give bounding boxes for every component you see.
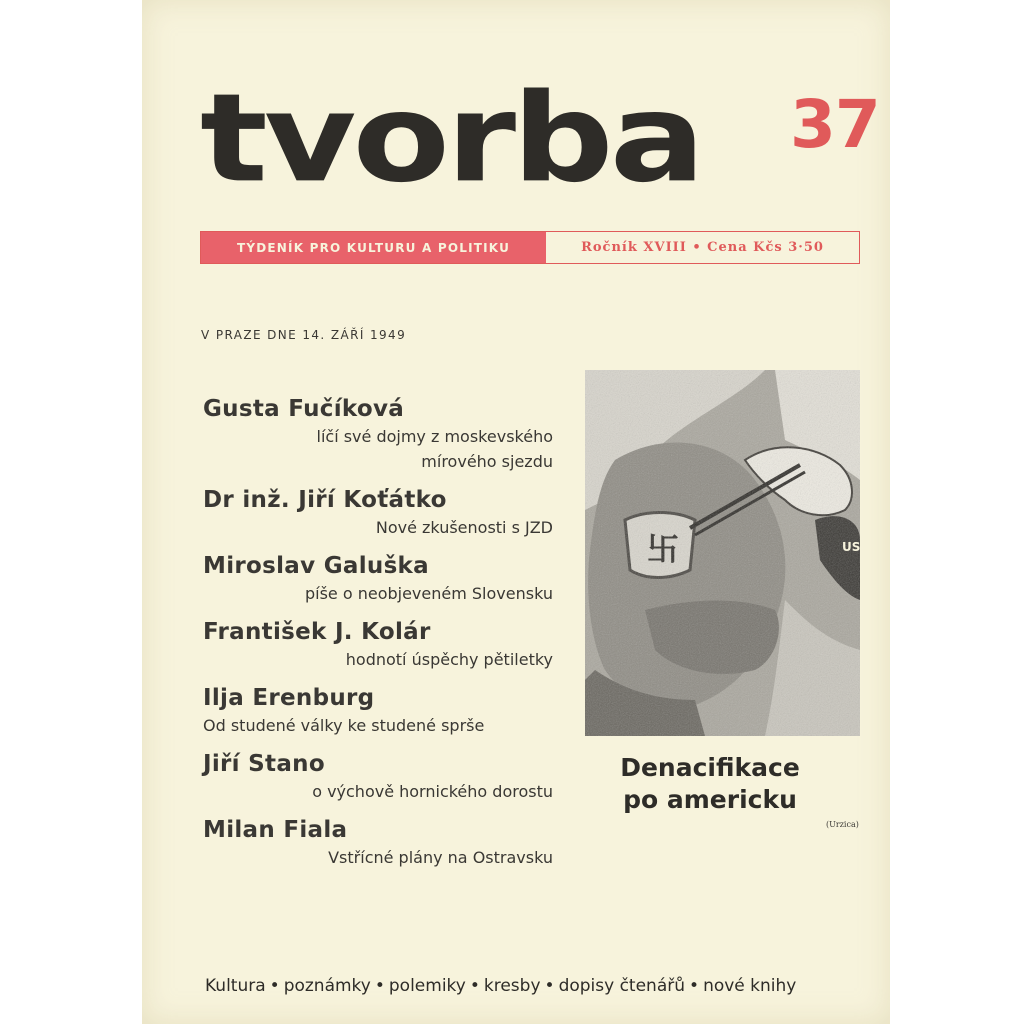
caption-line: Denacifikace xyxy=(620,753,800,782)
footer-item: kresby xyxy=(483,976,541,996)
article-description: Vstřícné plány na Ostravsku xyxy=(328,848,553,867)
footer-item: dopisy čtenářů xyxy=(558,976,686,996)
caption-line: po americku xyxy=(623,785,797,814)
article-description: líčí své dojmy z moskevského mírového sjezdu xyxy=(316,427,553,471)
contents-entry xyxy=(203,815,553,870)
masthead-title: tvorba xyxy=(200,67,702,210)
footer-item: polemiky xyxy=(388,976,466,996)
contents-entry xyxy=(203,683,553,738)
contents-entry xyxy=(203,394,553,474)
dateline: V PRAZE DNE 14. ZÁŘÍ 1949 xyxy=(201,328,407,342)
bullet-separator: • xyxy=(374,976,385,996)
article-description: píše o neobjeveném Slovensku xyxy=(304,584,553,603)
tagline: TÝDENÍK PRO KULTURU A POLITIKU xyxy=(201,232,546,263)
contents-entry xyxy=(203,485,553,540)
footer-item: Kultura xyxy=(205,976,266,996)
author-name: Milan Fiala xyxy=(203,817,348,843)
footer-item: nové knihy xyxy=(703,976,797,996)
contents-entry xyxy=(203,551,553,606)
author-name: František J. Kolár xyxy=(203,619,431,645)
author-name: Dr inž. Jiří Koťátko xyxy=(203,487,447,513)
illustration-credit: (Urzica) xyxy=(826,820,859,829)
us-patch-label: US xyxy=(842,540,860,554)
author-name: Ilja Erenburg xyxy=(203,685,375,711)
article-description: o výchově hornického dorostu xyxy=(312,782,553,801)
volume-price: Ročník XVIII • Cena Kčs 3·50 xyxy=(581,240,824,255)
footer-sections xyxy=(205,976,796,996)
contents-entry xyxy=(203,617,553,672)
table-of-contents xyxy=(203,394,553,881)
tagline-bar xyxy=(200,231,860,264)
author-name: Jiří Stano xyxy=(203,751,325,777)
author-name: Miroslav Galuška xyxy=(203,553,429,579)
illustration-caption xyxy=(560,752,860,816)
issue-number: 37 xyxy=(790,86,880,163)
author-name: Gusta Fučíková xyxy=(203,396,405,422)
article-description: Nové zkušenosti s JZD xyxy=(375,518,553,537)
bullet-separator: • xyxy=(544,976,555,996)
bullet-separator: • xyxy=(689,976,700,996)
bullet-separator: • xyxy=(469,976,480,996)
bullet-separator: • xyxy=(269,976,280,996)
cover-illustration xyxy=(585,370,860,736)
contents-entry xyxy=(203,749,553,804)
footer-item: poznámky xyxy=(283,976,371,996)
drawing-surgery-icon xyxy=(585,370,860,736)
article-description: hodnotí úspěchy pětiletky xyxy=(345,650,553,669)
article-description: Od studené války ke studené sprše xyxy=(203,716,485,735)
